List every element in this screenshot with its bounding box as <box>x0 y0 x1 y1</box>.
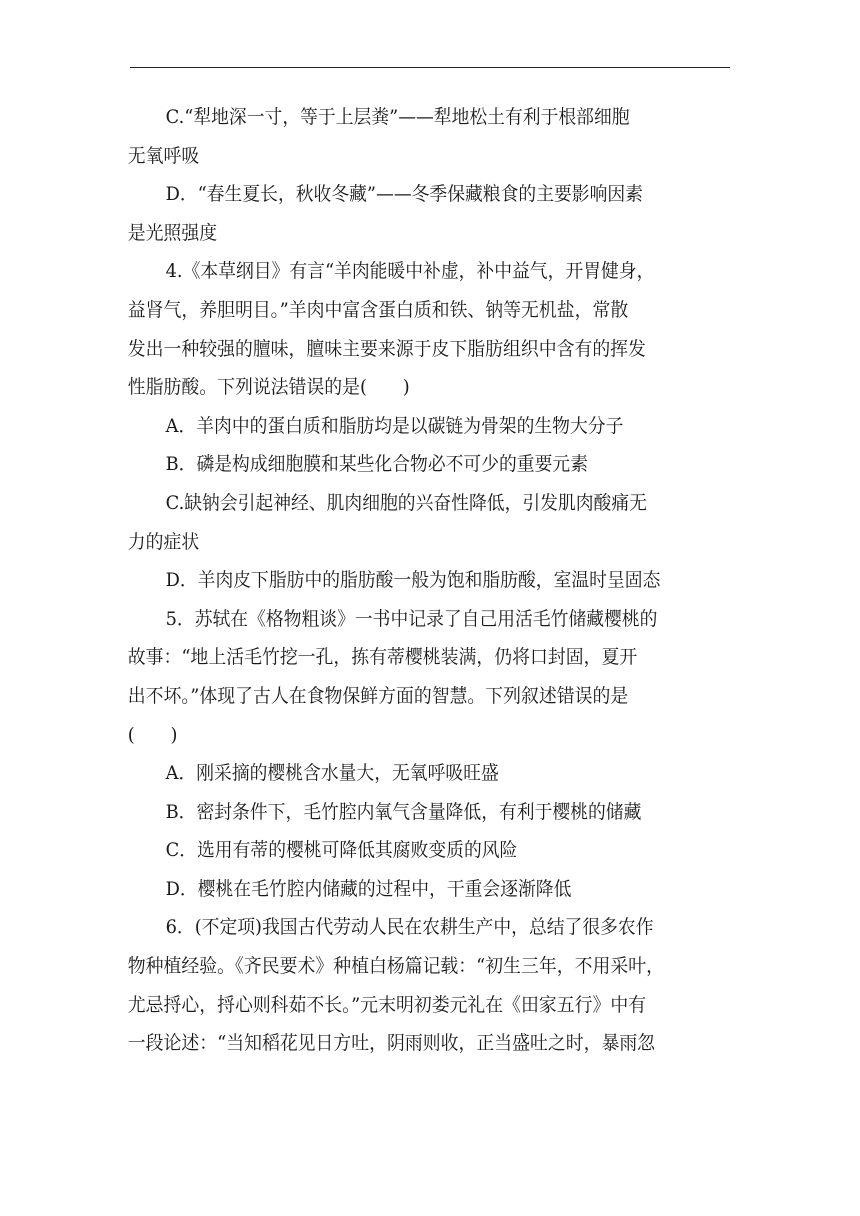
paragraph-q3-option-d <box>127 175 730 252</box>
text-line: 一段论述：“当知稻花见日方吐，阴雨则收，正当盛吐之时，暴雨忽 <box>127 1032 656 1055</box>
paragraph-q5-option-c <box>130 831 730 870</box>
text-line: B．磷是构成细胞膜和某些化合物必不可少的重要元素 <box>165 453 589 476</box>
paragraph-q4-option-a <box>130 407 730 446</box>
text-line: 性脂肪酸。下列说法错误的是( ) <box>127 376 410 399</box>
text-line: 物种植经验。《齐民要术》种植白杨篇记载：“初生三年，不用采叶， <box>127 955 664 978</box>
paragraph-q3-option-c <box>127 98 730 175</box>
text-line: 6．(不定项)我国古代劳动人民在农耕生产中，总结了很多农作 <box>165 916 654 939</box>
paragraph-q5-option-a <box>130 754 730 793</box>
paragraph-q5-option-b <box>130 793 730 832</box>
paragraph-q5-stem <box>127 600 730 754</box>
paragraph-q4-option-d <box>130 561 730 600</box>
text-line: B．密封条件下，毛竹腔内氧气含量降低，有利于樱桃的储藏 <box>165 800 642 823</box>
text-line: 益肾气，养胆明目。”羊肉中富含蛋白质和铁、钠等无机盐，常散 <box>127 298 629 321</box>
text-line: 力的症状 <box>127 530 200 553</box>
text-line: D．樱桃在毛竹腔内储藏的过程中，干重会逐渐降低 <box>165 877 572 900</box>
text-line: 是光照强度 <box>127 221 218 244</box>
document-body <box>127 98 730 1063</box>
text-line: D．“春生夏长，秋收冬藏”——冬季保藏粮食的主要影响因素 <box>165 183 643 206</box>
paragraph-q4-option-b <box>130 445 730 484</box>
text-line: 5．苏轼在《格物粗谈》一书中记录了自己用活毛竹储藏樱桃的 <box>165 607 658 630</box>
paragraph-q4-stem <box>127 252 730 406</box>
text-line: 4.《本草纲目》有言“羊肉能暖中补虚，补中益气，开胃健身， <box>165 260 655 283</box>
text-line: C．选用有蒂的樱桃可降低其腐败变质的风险 <box>165 839 518 862</box>
text-line: ( ) <box>127 723 178 746</box>
paragraph-q5-option-d <box>130 870 730 909</box>
header-rule <box>130 67 730 68</box>
text-line: C.缺钠会引起神经、肌肉细胞的兴奋性降低，引发肌肉酸痛无 <box>165 491 647 514</box>
text-line: 出不坏。”体现了古人在食物保鲜方面的智慧。下列叙述错误的是 <box>127 684 629 707</box>
text-line: 尤忌捋心，捋心则科茹不长。”元末明初娄元礼在《田家五行》中有 <box>127 993 647 1016</box>
paragraph-q6-stem <box>127 908 730 1062</box>
paragraph-q4-option-c <box>127 484 730 561</box>
text-line: 故事：“地上活毛竹挖一孔，拣有蒂樱桃装满，仍将口封固，夏开 <box>127 646 638 669</box>
text-line: A．刚采摘的樱桃含水量大，无氧呼吸旺盛 <box>165 762 499 785</box>
text-line: C.“犁地深一寸，等于上层粪”——犁地松土有利于根部细胞 <box>165 106 630 128</box>
text-line: A．羊肉中的蛋白质和脂肪均是以碳链为骨架的生物大分子 <box>165 414 624 437</box>
text-line: 发出一种较强的膻味，膻味主要来源于皮下脂肪组织中含有的挥发 <box>127 337 646 360</box>
text-line: D．羊肉皮下脂肪中的脂肪酸一般为饱和脂肪酸，室温时呈固态 <box>165 569 661 592</box>
text-line: 无氧呼吸 <box>127 144 200 167</box>
